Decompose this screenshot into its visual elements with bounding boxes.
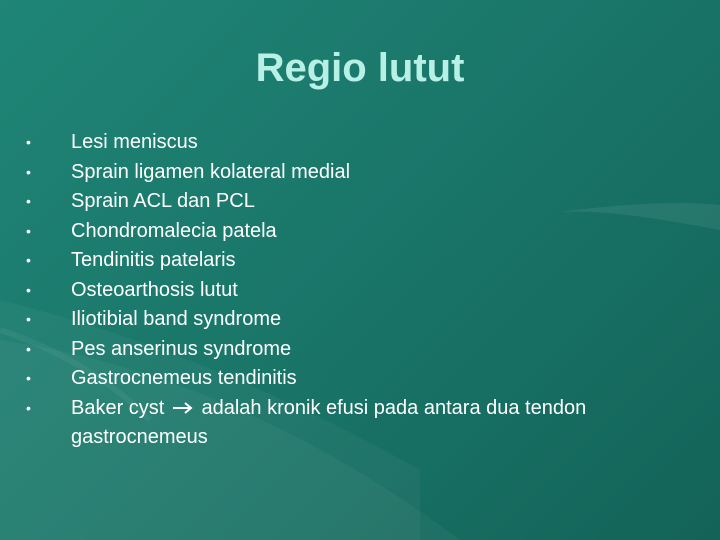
bullet-icon: • xyxy=(26,340,31,357)
bullet-icon: • xyxy=(26,222,31,239)
list-item-text: Gastrocnemeus tendinitis xyxy=(71,367,297,389)
list-item xyxy=(26,158,696,188)
bullet-icon: • xyxy=(26,370,31,386)
list-item xyxy=(26,394,696,453)
bullet-icon: • xyxy=(26,252,31,268)
list-item-text: Osteoarthosis lutut xyxy=(71,278,238,301)
list-item xyxy=(26,305,696,335)
bullet-icon: • xyxy=(26,281,31,298)
list-item-text: Sprain ACL dan PCL xyxy=(71,190,255,212)
list-item xyxy=(26,335,696,365)
bullet-list xyxy=(26,128,696,453)
list-item-text-before: Baker cyst xyxy=(71,396,165,419)
bullet-icon: • xyxy=(26,193,31,209)
list-item-text-after: adalah kronik efusi pada antara dua tendon gastrocnemeus xyxy=(71,396,587,448)
bullet-icon: • xyxy=(26,163,31,180)
list-item-text: Sprain ligamen kolateral medial xyxy=(71,160,351,183)
list-item-text: Iliotibial band syndrome xyxy=(71,308,282,330)
bullet-icon: • xyxy=(26,399,31,416)
bullet-icon: • xyxy=(26,134,31,150)
right-arrow-icon xyxy=(170,400,196,416)
list-item xyxy=(26,276,696,306)
list-item xyxy=(26,187,696,217)
slide-title: Regio lutut xyxy=(255,46,465,90)
list-item-text: Pes anserinus syndrome xyxy=(71,337,292,360)
bullet-icon: • xyxy=(26,311,31,327)
list-item xyxy=(26,246,696,276)
list-item xyxy=(26,217,696,247)
list-item-text: Chondromalecia patela xyxy=(71,219,277,242)
list-item xyxy=(26,128,696,158)
list-item-text: Lesi meniscus xyxy=(71,131,198,153)
list-item-text: Tendinitis patelaris xyxy=(71,249,236,271)
list-item xyxy=(26,364,696,394)
